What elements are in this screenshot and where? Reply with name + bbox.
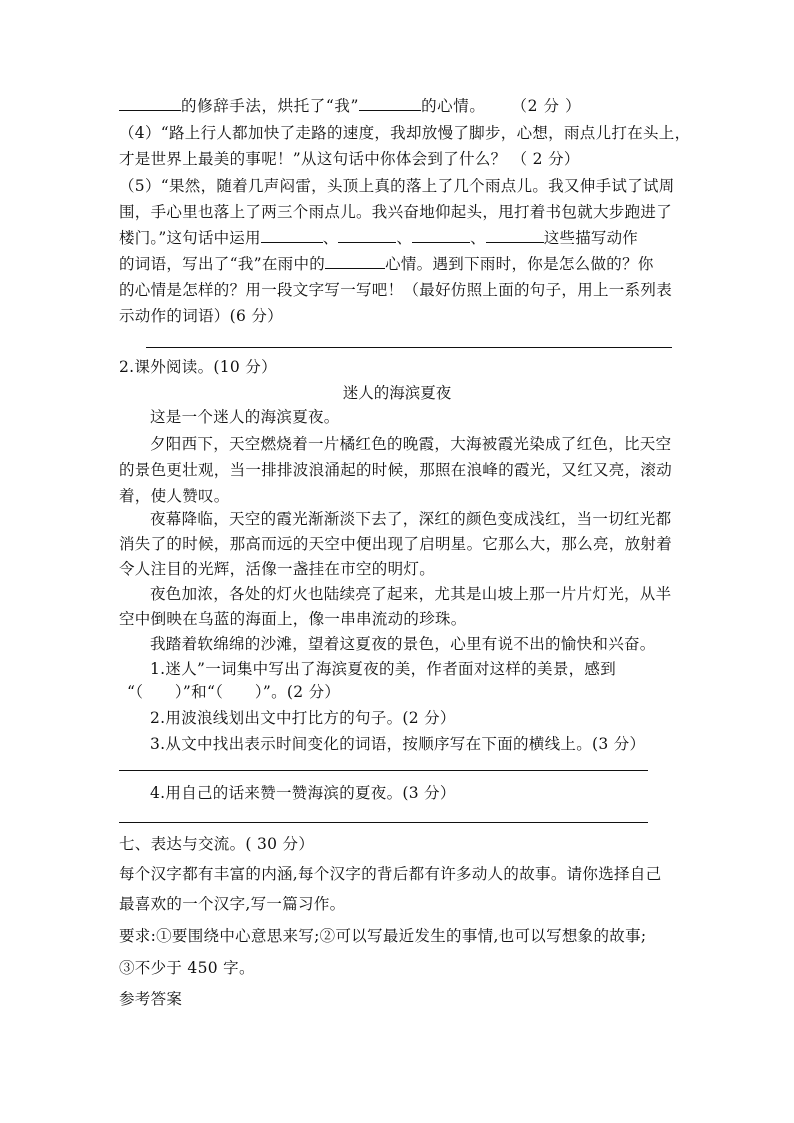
reference-answers-heading: 参考答案 — [119, 990, 183, 1008]
q1-line-a-text1: 的修辞手法，烘托了“我” — [181, 97, 360, 115]
q5-line-3 — [119, 228, 638, 248]
q5-line-4-text1: 的词语，写出了“我”在雨中的 — [119, 255, 326, 273]
separator: 、 — [470, 229, 486, 247]
section-7-body-line-1: 每个汉字都有丰富的内涵,每个汉字的背后都有许多动人的故事。请你选择自己 — [119, 865, 662, 883]
q4-line-2: 才是世界上最美的事呢！”从这句话中你体会到了什么？ （ 2 分） — [119, 150, 580, 168]
answer-blank[interactable] — [412, 228, 470, 243]
section-7-heading: 七、表达与交流。( 30 分） — [119, 835, 315, 853]
sub-question-4: 4.用自己的话来赞一赞海滨的夏夜。(3 分） — [150, 784, 456, 802]
answer-blank[interactable] — [486, 228, 544, 243]
q1-line-a — [119, 96, 581, 116]
section-7-body-line-2: 最喜欢的一个汉字,写一篇习作。 — [119, 895, 346, 913]
sub-question-1-line-1: 1.迷人”一词集中写出了海滨夏夜的美，作者面对这样的美景，感到 — [150, 660, 617, 678]
passage-p2-line-1: 夕阳西下，天空燃烧着一片橘红色的晚霞，大海被霞光染成了红色，比天空 — [150, 435, 672, 453]
answer-blank[interactable] — [359, 96, 421, 111]
sub-question-1-line-2: “（ ）”和“（ ）”。(2 分） — [127, 683, 341, 701]
q5-line-4-text2: 心情。遇到下雨时，你是怎么做的？你 — [385, 255, 654, 273]
answer-line[interactable] — [146, 347, 672, 348]
passage-p4-line-2: 空中倒映在乌蓝的海面上，像一串串流动的珍珠。 — [119, 610, 467, 628]
passage-p5: 我踏着软绵绵的沙滩，望着这夏夜的景色，心里有说不出的愉快和兴奋。 — [150, 635, 656, 653]
separator: 、 — [322, 229, 339, 247]
passage-p4-line-1: 夜色加浓，各处的灯火也陆续亮了起来，尤其是山坡上那一片片灯光，从半 — [150, 585, 672, 603]
sub-question-3: 3.从文中找出表示时间变化的词语，按顺序写在下面的横线上。(3 分） — [150, 735, 646, 753]
q1-line-a-text2: 的心情。 — [421, 97, 486, 115]
q5-line-6: 示动作的词语）(6 分） — [119, 307, 283, 325]
q5-line-2: 围，手心里也落上了两三个雨点儿。我兴奋地仰起头，甩打着书包就大步跑进了 — [119, 203, 673, 221]
sub-question-2: 2.用波浪线划出文中打比方的句子。(2 分） — [150, 709, 456, 727]
passage-p3-line-2: 消失了的时候，那高而远的天空中便出现了启明星。它那么大，那么亮，放射着 — [119, 535, 673, 553]
q4-line-1: （4）“路上行人都加快了走路的速度，我却放慢了脚步，心想，雨点儿打在头上， — [119, 124, 691, 142]
section-2-heading: 2.课外阅读。(10 分） — [119, 358, 277, 376]
q5-line-3-text1: 楼门。”这句话中运用 — [119, 229, 261, 247]
answer-blank[interactable] — [338, 228, 396, 243]
requirements-line-2: ③不少于 450 字。 — [119, 959, 255, 977]
passage-p3-line-3: 令人注目的光辉，活像一盏挂在市空的明灯。 — [119, 560, 436, 578]
q5-line-4 — [119, 254, 654, 274]
answer-blank[interactable] — [119, 96, 181, 111]
answer-line[interactable] — [119, 770, 648, 771]
q5-line-3-text2: 这些描写动作 — [543, 229, 638, 247]
answer-blank[interactable] — [261, 228, 323, 243]
requirements-line-1: 要求:①要围绕中心意思来写;②可以写最近发生的事情,也可以写想象的故事; — [119, 927, 647, 945]
separator: 、 — [396, 229, 413, 247]
q1-line-a-score: （2 分 ） — [511, 97, 582, 115]
passage-p1: 这是一个迷人的海滨夏夜。 — [150, 408, 340, 426]
passage-p2-line-2: 的景色更壮观，当一排排波浪涌起的时候，那照在浪峰的霞光，又红又亮，滚动 — [119, 461, 673, 479]
q5-line-5: 的心情是怎样的？用一段文字写一写吧！（最好仿照上面的句子，用上一系列表 — [119, 281, 673, 299]
passage-p2-line-3: 着，使人赞叹。 — [119, 487, 230, 505]
passage-p3-line-1: 夜幕降临，天空的霞光渐渐淡下去了，深红的颜色变成浅红，当一切红光都 — [150, 510, 672, 528]
q5-line-1: （5）“果然，随着几声闷雷，头顶上真的落上了几个雨点儿。我又伸手试了试周 — [119, 177, 675, 195]
answer-line[interactable] — [119, 822, 648, 823]
passage-title: 迷人的海滨夏夜 — [342, 384, 452, 402]
answer-blank[interactable] — [325, 254, 385, 269]
